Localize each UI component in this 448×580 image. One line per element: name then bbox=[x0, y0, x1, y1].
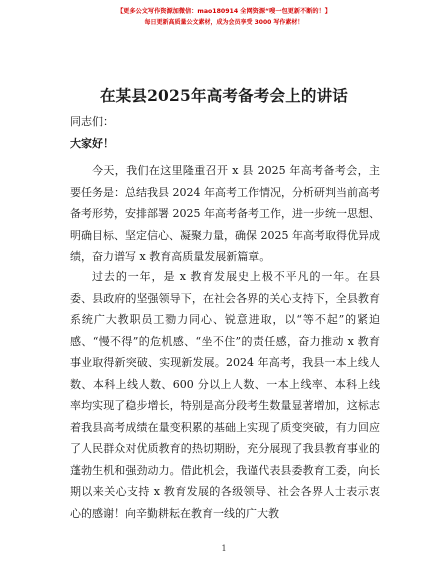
greeting: 大家好！ bbox=[70, 137, 114, 150]
document-title: 在某县2025年高考备考会上的讲话 bbox=[99, 86, 349, 105]
promo-banner-line-1: 【更多公文写作资源加微信：mao180914 全网资源“嗖一包更新不断的！】 bbox=[117, 8, 331, 15]
salutation: 同志们： bbox=[70, 115, 114, 128]
promo-banner-line-2: 每日更新高质量公文素材，成为会员享受 3000 写作素材！ bbox=[144, 19, 304, 26]
body-paragraph-2: 过去的一年，是 x 教育发展史上极不平凡的一年。在县委、县政府的坚强领导下，在社会各界的关心支持下，全县教育系统广大教职员工勠力同心、锐意进取，以“等不起”的紧迫感、“慢不得”的危机感、“坐不住”的责任感，奋力推动 x 教育事业取得新突破、实现新发展。2024 年高考，我县一本上线人数、本科上线人数、600 分以上人数、一本上线率、本科上线率均实现了稳步增长，特别是高分段考生数量显著增加，这标志着我县高考成绩在量变积累的基础上实现了质变突破，有力回应了人民群众对优质教育的热切期盼，充分展现了我县教育事业的蓬勃生机和强劲动力。借此机会，我谨代表县委教育工委，向长期以来关心支持 x 教育发展的各级领导、社会各界人士表示衷心的感谢！向辛勤耕耘在教育一线的广大教 bbox=[70, 270, 380, 520]
page-number: 1 bbox=[221, 544, 227, 553]
body-paragraph-1: 今天，我们在这里隆重召开 x 县 2025 年高考备考会，主要任务是：总结我县 2024 年高考工作情况，分析研判当前高考备考形势，安排部署 2025 年高考备考工作，进一步统一思想、明确目标、坚定信心、凝聚力量，确保 2025 年高考取得优异成绩，奋力谱写 x 教育高质量发展新篇章。 bbox=[70, 164, 380, 263]
